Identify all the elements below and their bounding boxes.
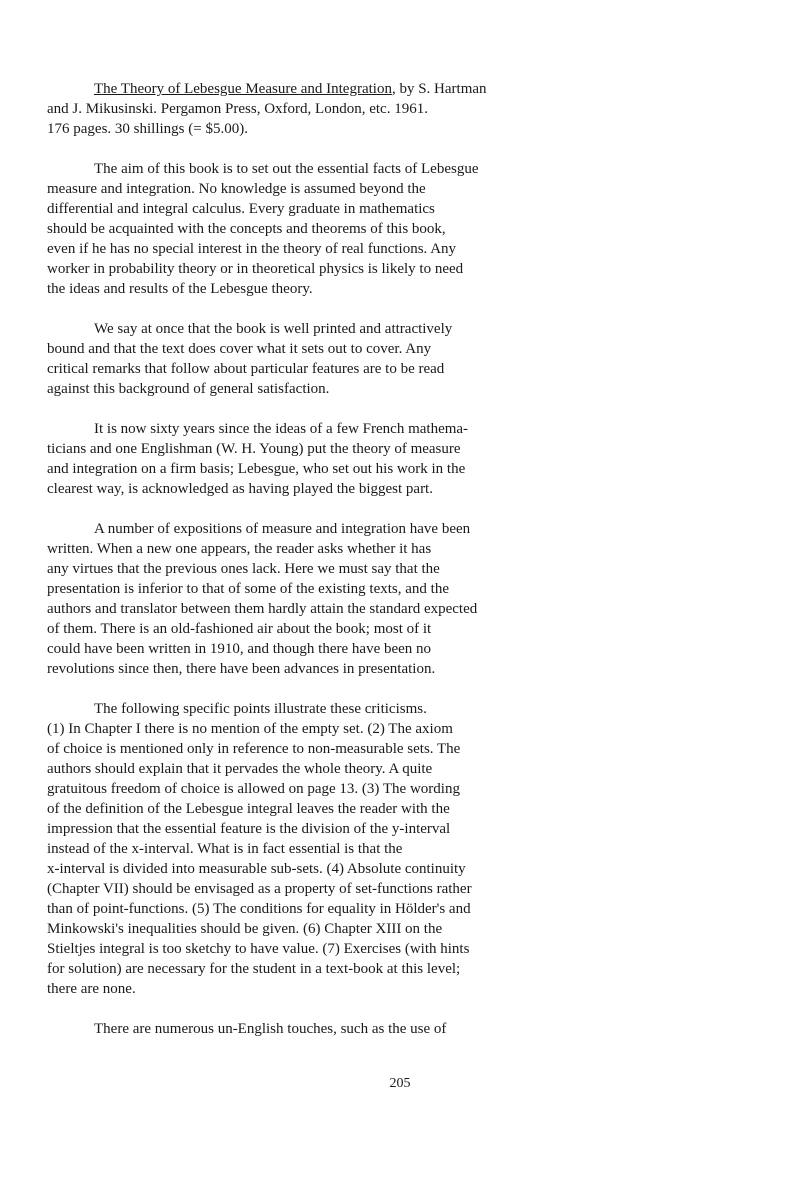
text-line: gratuitous freedom of choice is allowed on page 13. (3) The wording bbox=[47, 781, 460, 797]
review-text bbox=[47, 79, 647, 1059]
text-line: A number of expositions of measure and integration have been bbox=[94, 521, 471, 537]
text-line: differential and integral calculus. Every graduate in mathematics bbox=[47, 201, 435, 217]
citation-block bbox=[47, 79, 647, 139]
text-line: The aim of this book is to set out the essential facts of Lebesgue bbox=[94, 161, 479, 177]
text-line: should be acquainted with the concepts and theorems of this book, bbox=[47, 221, 446, 237]
text-line: authors should explain that it pervades the whole theory. A quite bbox=[47, 761, 433, 777]
paragraph bbox=[47, 419, 647, 499]
text-line: clearest way, is acknowledged as having played the biggest part. bbox=[47, 481, 433, 497]
text-line: authors and translator between them hardly attain the standard expected bbox=[47, 601, 478, 617]
text-line: of choice is mentioned only in reference to non-measurable sets. The bbox=[47, 741, 461, 757]
paragraph bbox=[47, 159, 647, 299]
text-line: There are numerous un-English touches, such as the use of bbox=[94, 1021, 447, 1037]
citation-authors: , by S. Hartman bbox=[391, 81, 487, 97]
paragraph bbox=[47, 1019, 647, 1039]
text-line: of them. There is an old-fashioned air about the book; most of it bbox=[47, 621, 432, 637]
text-line: x-interval is divided into measurable sub-sets. (4) Absolute continuity bbox=[47, 861, 466, 877]
citation-line-2: and J. Mikusinski. Pergamon Press, Oxford, London, etc. 1961. bbox=[47, 101, 428, 117]
text-line: could have been written in 1910, and though there have been no bbox=[47, 641, 432, 657]
text-line: measure and integration. No knowledge is assumed beyond the bbox=[47, 181, 426, 197]
text-line: even if he has no special interest in the theory of real functions. Any bbox=[47, 241, 457, 257]
text-line: against this background of general satisfaction. bbox=[47, 381, 330, 397]
text-line: than of point-functions. (5) The conditions for equality in Hölder's and bbox=[47, 901, 471, 917]
text-line: critical remarks that follow about particular features are to be read bbox=[47, 361, 445, 377]
text-line: worker in probability theory or in theoretical physics is likely to need bbox=[47, 261, 464, 277]
text-line: Stieltjes integral is too sketchy to have value. (7) Exercises (with hints bbox=[47, 941, 470, 957]
text-line: revolutions since then, there have been advances in presentation. bbox=[47, 661, 436, 677]
text-line: any virtues that the previous ones lack. Here we must say that the bbox=[47, 561, 440, 577]
text-line: for solution) are necessary for the student in a text-book at this level; bbox=[47, 961, 461, 977]
text-line: Minkowski's inequalities should be given. (6) Chapter XIII on the bbox=[47, 921, 443, 937]
text-line: instead of the x-interval. What is in fact essential is that the bbox=[47, 841, 403, 857]
text-line: We say at once that the book is well printed and attractively bbox=[94, 321, 453, 337]
citation-line-1 bbox=[47, 79, 647, 99]
text-line: It is now sixty years since the ideas of a few French mathema- bbox=[94, 421, 469, 437]
text-line: The following specific points illustrate these criticisms. bbox=[94, 701, 427, 717]
paragraph bbox=[47, 519, 647, 679]
text-line: the ideas and results of the Lebesgue theory. bbox=[47, 281, 313, 297]
text-line: there are none. bbox=[47, 981, 136, 997]
paragraph bbox=[47, 319, 647, 399]
text-line: impression that the essential feature is the division of the y-interval bbox=[47, 821, 451, 837]
review-body bbox=[47, 159, 647, 1039]
page-number: 205 bbox=[389, 1076, 411, 1091]
text-line: presentation is inferior to that of some of the existing texts, and the bbox=[47, 581, 449, 597]
text-line: bound and that the text does cover what it sets out to cover. Any bbox=[47, 341, 432, 357]
text-line: written. When a new one appears, the reader asks whether it has bbox=[47, 541, 432, 557]
text-line: (Chapter VII) should be envisaged as a property of set-functions rather bbox=[47, 881, 472, 897]
citation-line-3: 176 pages. 30 shillings (= $5.00). bbox=[47, 121, 248, 137]
text-line: ticians and one Englishman (W. H. Young) put the theory of measure bbox=[47, 441, 461, 457]
paragraph bbox=[47, 699, 647, 999]
text-line: of the definition of the Lebesgue integral leaves the reader with the bbox=[47, 801, 450, 817]
text-line: (1) In Chapter I there is no mention of the empty set. (2) The axiom bbox=[47, 721, 453, 737]
text-line: and integration on a firm basis; Lebesgue, who set out his work in the bbox=[47, 461, 466, 477]
book-title: The Theory of Lebesgue Measure and Integration bbox=[94, 81, 392, 97]
